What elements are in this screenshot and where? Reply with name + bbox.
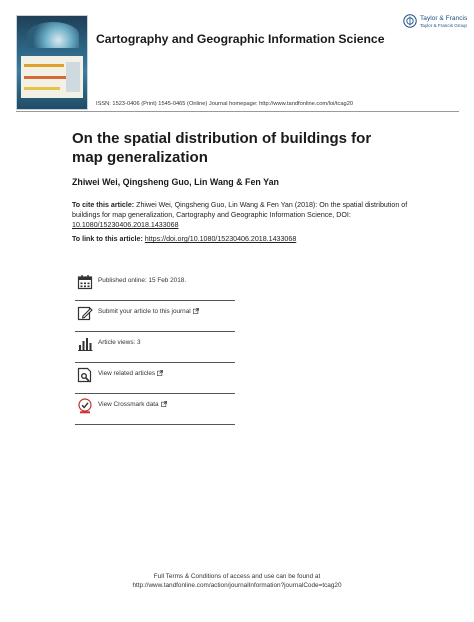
journal-cover-image [16,15,88,110]
external-link-icon [193,308,199,314]
calendar-icon [77,274,93,290]
citation-block [72,200,412,231]
article-doi-url[interactable]: https://doi.org/10.1080/15230406.2018.1433068 [144,235,297,243]
article-authors: Zhiwei Wei, Qingsheng Guo, Lin Wang & Fen Yan [72,177,279,187]
crossmark-icon [77,398,93,414]
journal-title: Cartography and Geographic Information Science [96,32,385,46]
external-link-icon [161,401,167,407]
issn-homepage-line[interactable]: ISSN: 1523-0406 (Print) 1545-0465 (Online) Journal homepage: http://www.tandfonline.com/loi/tcag20 [96,101,354,107]
info-crossmark[interactable] [75,394,235,425]
citation-label: To cite this article: [72,201,135,209]
citation-text: Zhiwei Wei, Qingsheng Guo, Lin Wang & Fen Yan (2018): On the spatial distribution of buildings for map generalization, Cartography and Geographic Information Science, [72,201,408,220]
footer-line-1: Full Terms & Conditions of access and use can be found at [153,573,321,580]
info-text: View Crossmark data [98,401,167,408]
info-text: Published online: 15 Feb 2018. [98,277,187,284]
header-divider [16,111,459,112]
info-text: Article views: 3 [98,339,141,346]
bar-chart-icon [77,336,93,352]
magnifier-icon [77,367,93,383]
info-related-articles[interactable] [75,363,235,394]
external-link-icon [157,370,163,376]
footer-terms-link[interactable]: http://www.tandfonline.com/action/journalInformation?journalCode=tcag20 [132,581,342,589]
publisher-logo[interactable] [403,12,468,36]
footer-terms [0,573,474,590]
citation-doi-link[interactable]: 10.1080/15230406.2018.1433068 [72,221,179,230]
link-label: To link to this article: [72,235,143,243]
info-article-views [75,332,235,363]
article-title: On the spatial distribution of buildings for map generalization [72,130,372,166]
info-text: View related articles [98,370,163,377]
pencil-icon [77,305,93,321]
citation-doi-label: DOI: [336,211,351,220]
publisher-name: Taylor & Francis [420,15,468,22]
info-divider [75,424,235,425]
cover-panel [21,56,83,98]
publisher-logo-icon [403,14,417,28]
info-published [75,270,235,301]
info-text: Submit your article to this journal [98,308,199,315]
article-link-line [72,235,296,243]
info-submit-article[interactable] [75,301,235,332]
cover-globe [27,22,79,48]
publisher-group: Taylor & Francis Group [420,23,467,28]
